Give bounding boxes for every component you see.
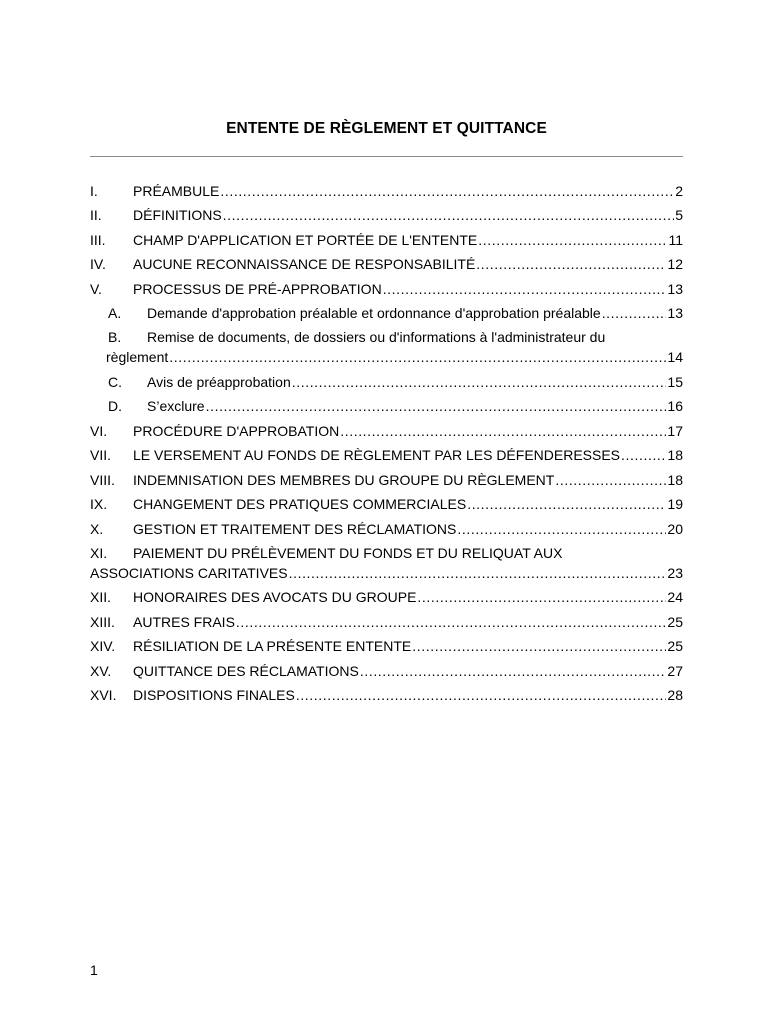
toc-entry-page: 25 [667, 613, 683, 630]
dot-leader [236, 614, 667, 631]
toc-entry-label: DISPOSITIONS FINALES [133, 687, 295, 703]
toc-entry-page: 13 [667, 305, 683, 321]
toc-entry-number: B. [108, 329, 122, 345]
toc-entry-page: 16 [667, 398, 683, 414]
toc-entry-dispositions-finales[interactable] [90, 680, 683, 705]
toc-entry-resiliation[interactable] [90, 631, 683, 656]
toc-entry-number: XIV. [90, 638, 116, 654]
toc-entry-number: XI. [90, 544, 108, 561]
toc-entry-label: AUCUNE RECONNAISSANCE DE RESPONSABILITÉ [133, 256, 476, 272]
toc-entry-number: XIII. [90, 613, 115, 630]
dot-leader [340, 423, 666, 440]
dot-leader [467, 496, 666, 513]
toc-entry-label: PROCESSUS DE PRÉ-APPROBATION [133, 280, 382, 297]
toc-entry-number: X. [90, 520, 104, 537]
toc-entry-page: 17 [667, 422, 683, 439]
toc-entry-pratiques-commerciales[interactable] [90, 489, 683, 514]
toc-entry-number: III. [90, 231, 106, 248]
toc-entry-pre-approbation[interactable] [90, 273, 683, 298]
toc-subentry-avis[interactable] [90, 366, 683, 391]
toc-entry-label: HONORAIRES DES AVOCATS DU GROUPE [133, 589, 417, 605]
page-number: 1 [90, 962, 98, 978]
toc-entry-number: XII. [90, 589, 112, 605]
toc-entry-label: Demande d'approbation préalable et ordonnance d'approbation préalable [147, 305, 601, 321]
dot-leader [602, 305, 667, 322]
toc-entry-number: D. [108, 398, 122, 414]
toc-entry-number: I. [90, 182, 98, 199]
toc-entry-label: S’exclure [147, 398, 205, 414]
dot-leader [292, 374, 667, 391]
toc-entry-page: 25 [667, 638, 683, 654]
toc-entry-number: II. [90, 207, 102, 223]
toc-subentry-remise-documents[interactable] [90, 329, 683, 366]
dot-leader [383, 281, 667, 298]
toc-entry-label: DÉFINITIONS [133, 207, 222, 223]
toc-entry-label-continuation: règlement [106, 349, 169, 365]
toc-entry-paiement-prelevement[interactable] [90, 545, 683, 582]
toc-entry-page: 24 [667, 589, 683, 605]
toc-entry-definitions[interactable] [90, 200, 683, 225]
dot-leader [296, 687, 667, 704]
toc-entry-indemnisation[interactable] [90, 464, 683, 489]
toc-entry-label: LE VERSEMENT AU FONDS DE RÈGLEMENT PAR LES DÉFENDERESSES [133, 447, 621, 463]
toc-entry-honoraires[interactable] [90, 582, 683, 607]
toc-entry-responsabilite[interactable] [90, 249, 683, 274]
dot-leader [223, 207, 675, 224]
dot-leader [220, 183, 674, 200]
toc-entry-label: PROCÉDURE D'APPROBATION [133, 422, 340, 439]
toc-entry-page: 23 [667, 564, 683, 581]
dot-leader [555, 472, 666, 489]
toc-entry-page: 15 [667, 373, 683, 390]
toc-entry-page: 18 [667, 471, 683, 488]
toc-entry-number: A. [108, 305, 122, 321]
toc-subentry-sexclure[interactable] [90, 391, 683, 416]
toc-entry-label: CHAMP D'APPLICATION ET PORTÉE DE L'ENTENTE [133, 231, 478, 248]
toc-entry-preambule[interactable] [90, 175, 683, 200]
toc-entry-label: Avis de préapprobation [147, 373, 291, 390]
toc-entry-page: 27 [667, 662, 683, 679]
dot-leader [169, 349, 666, 366]
toc-entry-label: GESTION ET TRAITEMENT DES RÉCLAMATIONS [133, 520, 457, 537]
dot-leader [206, 398, 667, 415]
toc-entry-label: AUTRES FRAIS [133, 613, 235, 630]
toc-entry-number: VII. [90, 447, 112, 463]
toc-entry-label: RÉSILIATION DE LA PRÉSENTE ENTENTE [133, 638, 412, 654]
toc-entry-label: CHANGEMENT DES PRATIQUES COMMERCIALES [133, 496, 467, 512]
document-title: ENTENTE DE RÈGLEMENT ET QUITTANCE [226, 120, 547, 137]
toc-entry-number: XV. [90, 662, 112, 679]
toc-entry-page: 2 [675, 182, 683, 199]
toc-entry-procedure-approbation[interactable] [90, 415, 683, 440]
toc-entry-page: 20 [667, 520, 683, 537]
toc-entry-number: V. [90, 280, 102, 297]
title-divider [90, 156, 683, 157]
dot-leader [457, 521, 666, 538]
toc-subentry-demande[interactable] [90, 298, 683, 323]
toc-entry-label: Remise de documents, de dossiers ou d'informations à l'administrateur du [147, 329, 606, 345]
toc-entry-page: 28 [667, 687, 683, 703]
toc-entry-label: QUITTANCE DES RÉCLAMATIONS [133, 662, 359, 679]
toc-entry-label: PRÉAMBULE [133, 182, 220, 199]
toc-entry-number: IV. [90, 256, 106, 272]
dot-leader [360, 663, 667, 680]
toc-entry-number: VI. [90, 422, 108, 439]
toc-entry-page: 5 [675, 207, 683, 223]
toc-entry-number: VIII. [90, 471, 115, 488]
toc-entry-page: 19 [667, 496, 683, 512]
toc-entry-page: 11 [668, 231, 683, 248]
toc-entry-versement[interactable] [90, 440, 683, 465]
toc-entry-number: IX. [90, 496, 108, 512]
toc-entry-page: 13 [667, 280, 683, 297]
toc-entry-number: XVI. [90, 687, 117, 703]
toc-entry-label-continuation: ASSOCIATIONS CARITATIVES [90, 564, 288, 581]
dot-leader [417, 589, 666, 606]
toc-entry-page: 18 [667, 447, 683, 463]
toc-entry-label: PAIEMENT DU PRÉLÈVEMENT DU FONDS ET DU RELIQUAT AUX [133, 544, 563, 561]
dot-leader [621, 447, 666, 464]
dot-leader [412, 638, 666, 655]
toc-entry-page: 12 [667, 256, 683, 272]
dot-leader [478, 232, 667, 249]
dot-leader [289, 565, 667, 582]
toc-entry-champ-application[interactable] [90, 224, 683, 249]
toc-entry-gestion-reclamations[interactable] [90, 513, 683, 538]
toc-entry-page: 14 [667, 349, 683, 365]
toc-entry-autres-frais[interactable] [90, 606, 683, 631]
table-of-contents [90, 175, 683, 704]
toc-entry-label: INDEMNISATION DES MEMBRES DU GROUPE DU RÈGLEMENT [133, 471, 555, 488]
dot-leader [476, 256, 666, 273]
toc-entry-number: C. [108, 373, 122, 390]
toc-entry-quittance[interactable] [90, 655, 683, 680]
